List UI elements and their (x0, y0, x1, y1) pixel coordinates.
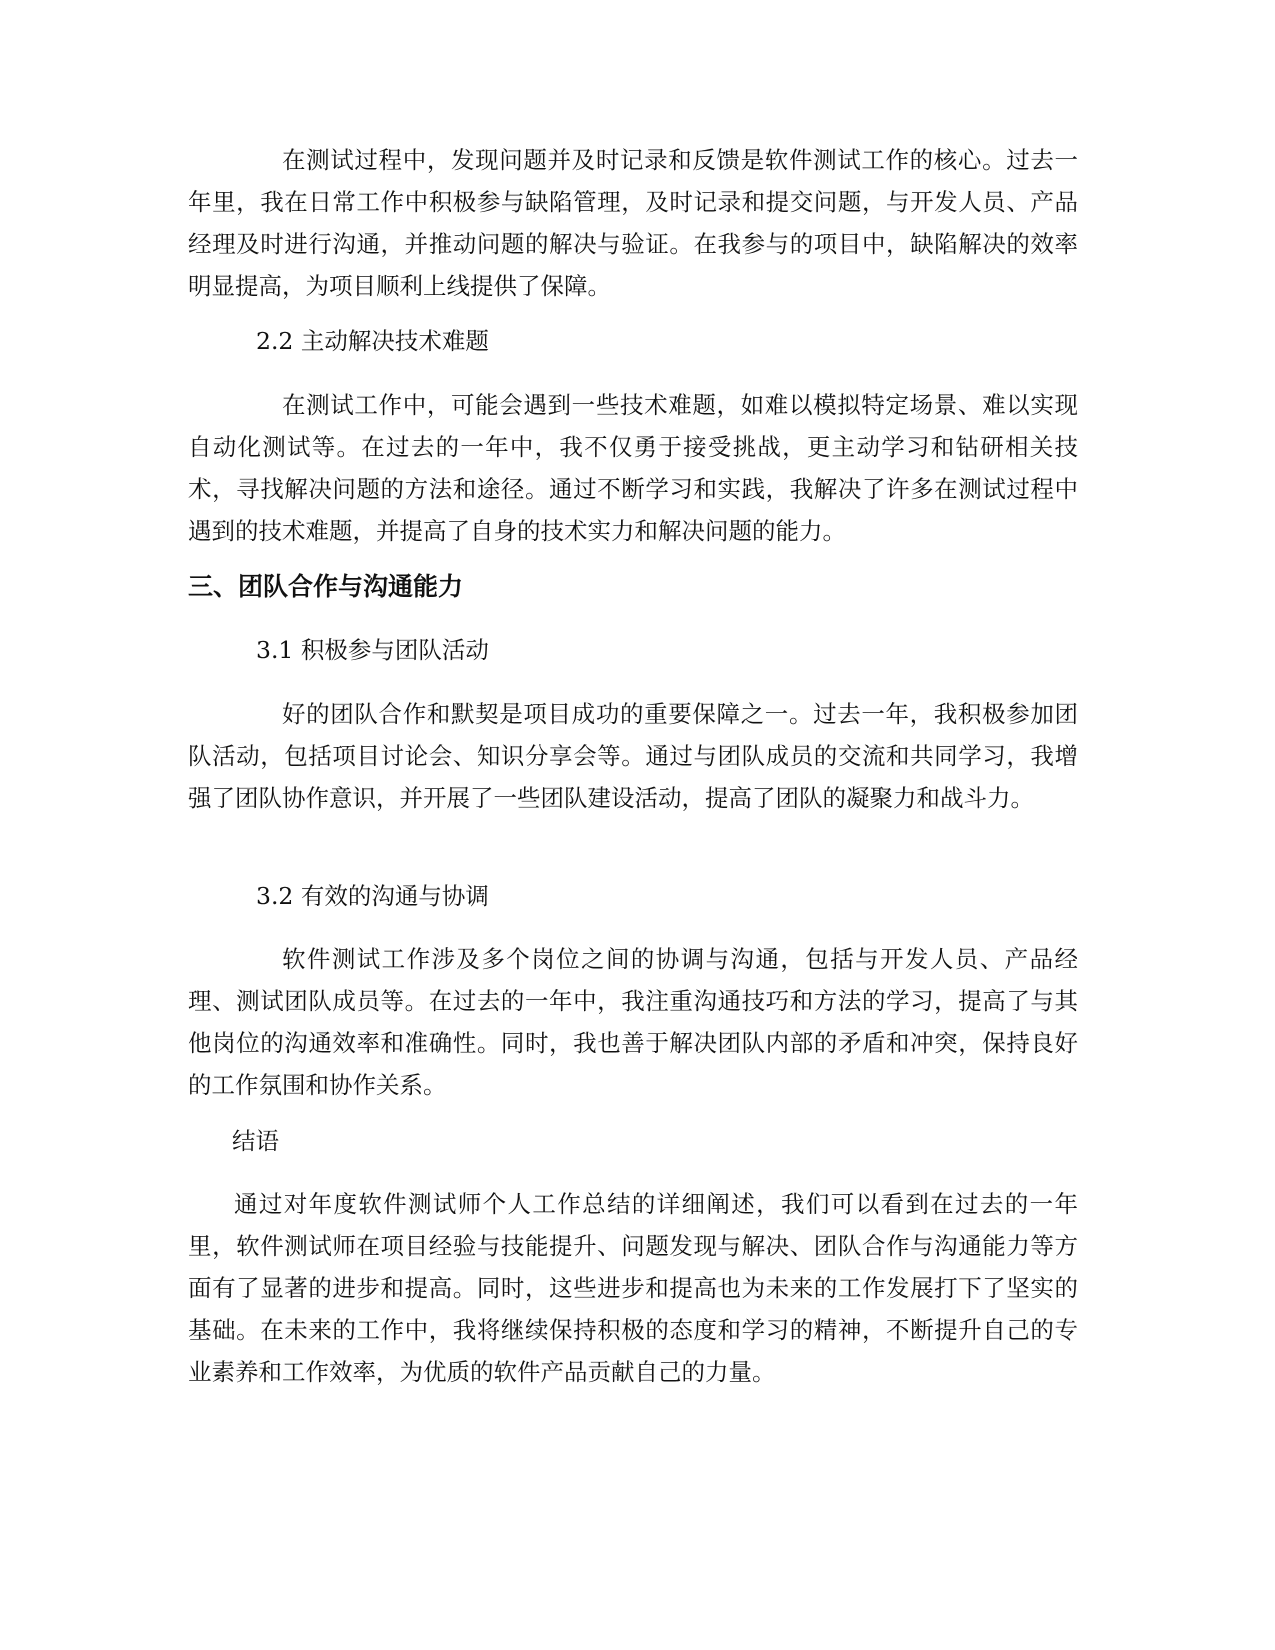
paragraph-team-activities: 好的团队合作和默契是项目成功的重要保障之一。过去一年，我积极参加团队活动，包括项目讨论会、知识分享会等。通过与团队成员的交流和共同学习，我增强了团队协作意识，并开展了一些团队建设活动，提高了团队的凝聚力和战斗力。 (188, 700, 1078, 812)
subheading-3-2: 3.2 有效的沟通与协调 (256, 882, 489, 910)
paragraph-technical-problems: 在测试工作中，可能会遇到一些技术难题，如难以模拟特定场景、难以实现自动化测试等。在过去的一年中，我不仅勇于接受挑战，更主动学习和钻研相关技术，寻找解决问题的方法和途径。通过不断学习和实践，我解决了许多在测试过程中遇到的技术难题，并提高了自身的技术实力和解决问题的能力。 (188, 391, 1078, 545)
section-heading-3: 三、团队合作与沟通能力 (188, 572, 464, 601)
paragraph-defect-management: 在测试过程中，发现问题并及时记录和反馈是软件测试工作的核心。过去一年里，我在日常工作中积极参与缺陷管理，及时记录和提交问题，与开发人员、产品经理及时进行沟通，并推动问题的解决与验证。在我参与的项目中，缺陷解决的效率明显提高，为项目顺利上线提供了保障。 (188, 146, 1078, 300)
subheading-2-2: 2.2 主动解决技术难题 (256, 327, 489, 355)
subheading-conclusion: 结语 (232, 1127, 279, 1155)
paragraph-conclusion: 通过对年度软件测试师个人工作总结的详细阐述，我们可以看到在过去的一年里，软件测试师在项目经验与技能提升、问题发现与解决、团队合作与沟通能力等方面有了显著的进步和提高。同时，这些进步和提高也为未来的工作发展打下了坚实的基础。在未来的工作中，我将继续保持积极的态度和学习的精神，不断提升自己的专业素养和工作效率，为优质的软件产品贡献自己的力量。 (188, 1190, 1078, 1386)
paragraph-communication: 软件测试工作涉及多个岗位之间的协调与沟通，包括与开发人员、产品经理、测试团队成员等。在过去的一年中，我注重沟通技巧和方法的学习，提高了与其他岗位的沟通效率和准确性。同时，我也善于解决团队内部的矛盾和冲突，保持良好的工作氛围和协作关系。 (188, 945, 1078, 1099)
subheading-3-1: 3.1 积极参与团队活动 (256, 636, 489, 664)
